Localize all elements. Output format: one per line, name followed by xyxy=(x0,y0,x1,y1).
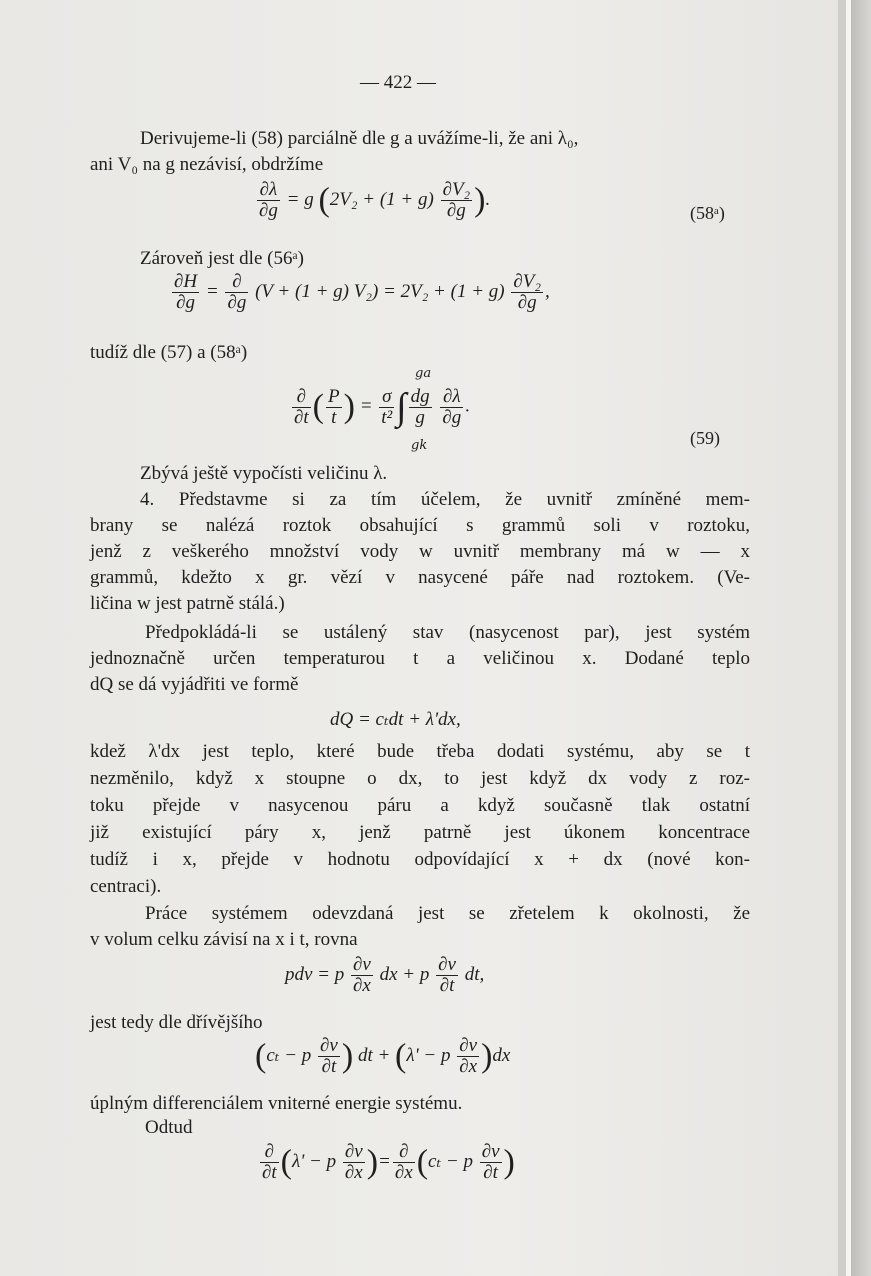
text-line: Zároveň jest dle (56ᵃ) xyxy=(140,248,304,269)
text-line: Odtud xyxy=(145,1117,193,1138)
equation-dQ: dQ = cₜdt + λ'dx, xyxy=(330,709,461,730)
text-line: již existující páry x, jenž patrně jest úkonem koncentrace xyxy=(90,822,750,843)
text-line: Předpokládá-li se ustálený stav (nasycenost par), jest systém xyxy=(145,622,750,643)
text-line: grammů, kdežto x gr. vězí v nasycené páře nad roztokem. (Ve- xyxy=(90,567,750,588)
equation-58a: $\frac{\partial\lambda}{\partial g}$ = g (2V₂ + (1 + g) $\frac{\text{∂V₂}}{\partial g}$ ). xyxy=(259,179,491,221)
equation-pdv: pdv = p $\frac{\partial v}{\partial x}$ dx + p $\frac{\partial v}{\partial t}$ dt, xyxy=(285,954,485,996)
equation-differential: (cₜ − p $\frac{\partial v}{\partial t}$ ) dt + (λ' − p $\frac{\partial v}{\partial x}$ )dx xyxy=(255,1035,511,1077)
text-line: centraci). xyxy=(90,876,162,897)
equation-59: $\frac{\partial}{\partial t}$ ( $\frac{P}{t}$ ) = $\frac{\sigma}{\text{t²}}$ ∫ $\frac{dg}{g}$ $\frac{\partial\lambda}{\partial g}$ . xyxy=(294,385,471,428)
integral-lower-limit: gk xyxy=(411,438,428,453)
text-line: brany se nalézá roztok obsahující s grammů soli v roztoku, xyxy=(90,515,750,536)
text-line: ani V₀ na g nezávisí, obdržíme xyxy=(90,154,324,175)
text-line: Zbývá ještě vypočísti veličinu λ. xyxy=(140,463,388,484)
text-line: úplným differenciálem vniterné energie systému. xyxy=(90,1093,463,1114)
text-line: kdež λ'dx jest teplo, které bude třeba dodati systému, aby se t xyxy=(90,741,750,762)
text-line: tudíž i x, přejde v hodnotu odpovídající x + dx (nové kon- xyxy=(90,849,750,870)
page-number: — 422 — xyxy=(360,72,436,93)
text-line: dQ se dá vyjádřiti ve formě xyxy=(90,674,299,695)
text-line: jednoznačně určen temperaturou t a veličinou x. Dodané teplo xyxy=(90,648,750,669)
text-line: 4. Představme si za tím účelem, že uvnitř zmíněné mem- xyxy=(140,489,750,510)
text-line: jest tedy dle dřívějšího xyxy=(90,1012,263,1033)
text-line: tudíž dle (57) a (58ᵃ) xyxy=(90,342,248,363)
equation-dH: $\frac{\partial H}{\partial g}$ = $\frac{\partial}{\partial g}$ (V + (1 + g) V₂) = 2V₂ + (1 + g) $\frac{\text{∂V₂}}{\partial g}$ , xyxy=(174,271,550,313)
text-line: ličina w jest patrně stálá.) xyxy=(90,593,285,614)
text-line: Derivujeme-li (58) parciálně dle g a uvážíme-li, že ani λ₀, xyxy=(140,128,579,149)
page-edge-next-leaf xyxy=(851,0,871,1276)
text-line: nezměnilo, když x stoupne o dx, to jest když dx vody z roz- xyxy=(90,768,750,789)
page-edge-shadow xyxy=(838,0,846,1276)
equation-label: (58ᵃ) xyxy=(690,203,725,223)
text-line: Práce systémem odevzdaná jest se zřetelem k okolnosti, že xyxy=(145,903,750,924)
equation-label: (59) xyxy=(690,428,720,448)
text-line: v volum celku závisí na x i t, rovna xyxy=(90,929,358,950)
text-line: toku přejde v nasycenou páru a když současně tlak ostatní xyxy=(90,795,750,816)
text-line: jenž z veškerého množství vody w uvnitř membrany má w — x xyxy=(90,541,750,562)
integral-upper-limit: ga xyxy=(415,366,432,381)
equation-final: $\frac{\partial}{\partial t}$ (λ' − p $\frac{\partial v}{\partial x}$ )= $\frac{\partial}{\partial x}$ (cₜ − p $\frac{\partial v}{\partial t}$ ) xyxy=(262,1141,515,1183)
